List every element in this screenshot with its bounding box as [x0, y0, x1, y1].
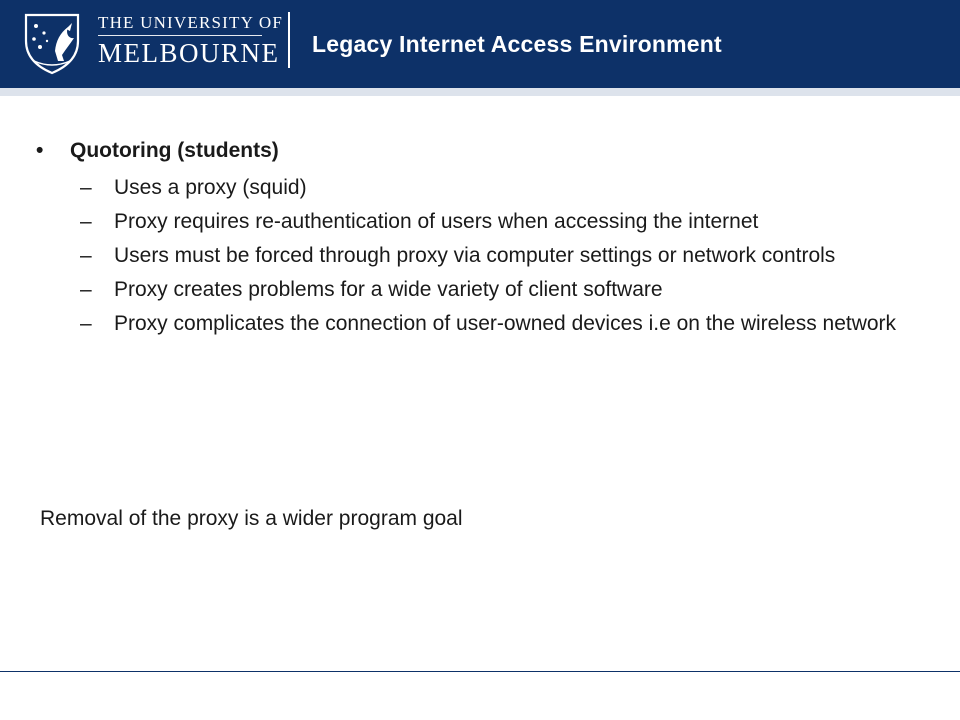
sub-bullet-item	[80, 208, 934, 235]
header-divider	[288, 12, 290, 68]
sub-bullet-text: Uses a proxy (squid)	[114, 176, 307, 199]
footer-rule	[0, 671, 960, 672]
university-wordmark	[98, 14, 283, 67]
sub-bullet-text: Users must be forced through proxy via computer settings or network controls	[114, 244, 836, 267]
dash-marker: –	[80, 176, 92, 199]
bullet-marker: •	[36, 139, 44, 162]
university-name-line2: MELBOURNE	[98, 38, 280, 68]
university-crest-icon	[20, 11, 84, 75]
dash-marker: –	[80, 312, 92, 335]
sub-bullet-item	[80, 242, 934, 269]
sub-bullet-item	[80, 174, 934, 201]
header-stripe	[0, 88, 960, 96]
dash-marker: –	[80, 210, 92, 233]
sub-bullet-item	[80, 310, 934, 337]
dash-marker: –	[80, 244, 92, 267]
sub-bullet-text: Proxy requires re-authentication of users when accessing the internet	[114, 210, 759, 233]
dash-marker: –	[80, 278, 92, 301]
sub-bullet-text: Proxy complicates the connection of user-owned devices i.e on the wireless network	[114, 312, 897, 335]
wordmark-rule	[98, 35, 262, 36]
slide-header	[0, 0, 960, 88]
main-bullet-text: Quotoring (students)	[70, 139, 279, 162]
sub-bullet-list	[80, 174, 940, 344]
sub-bullet-text: Proxy creates problems for a wide variety of client software	[114, 278, 663, 301]
sub-bullet-item	[80, 276, 934, 303]
closing-statement: Removal of the proxy is a wider program goal	[40, 507, 463, 530]
university-name-line1: THE UNIVERSITY OF	[98, 13, 284, 32]
slide-title: Legacy Internet Access Environment	[312, 31, 722, 57]
